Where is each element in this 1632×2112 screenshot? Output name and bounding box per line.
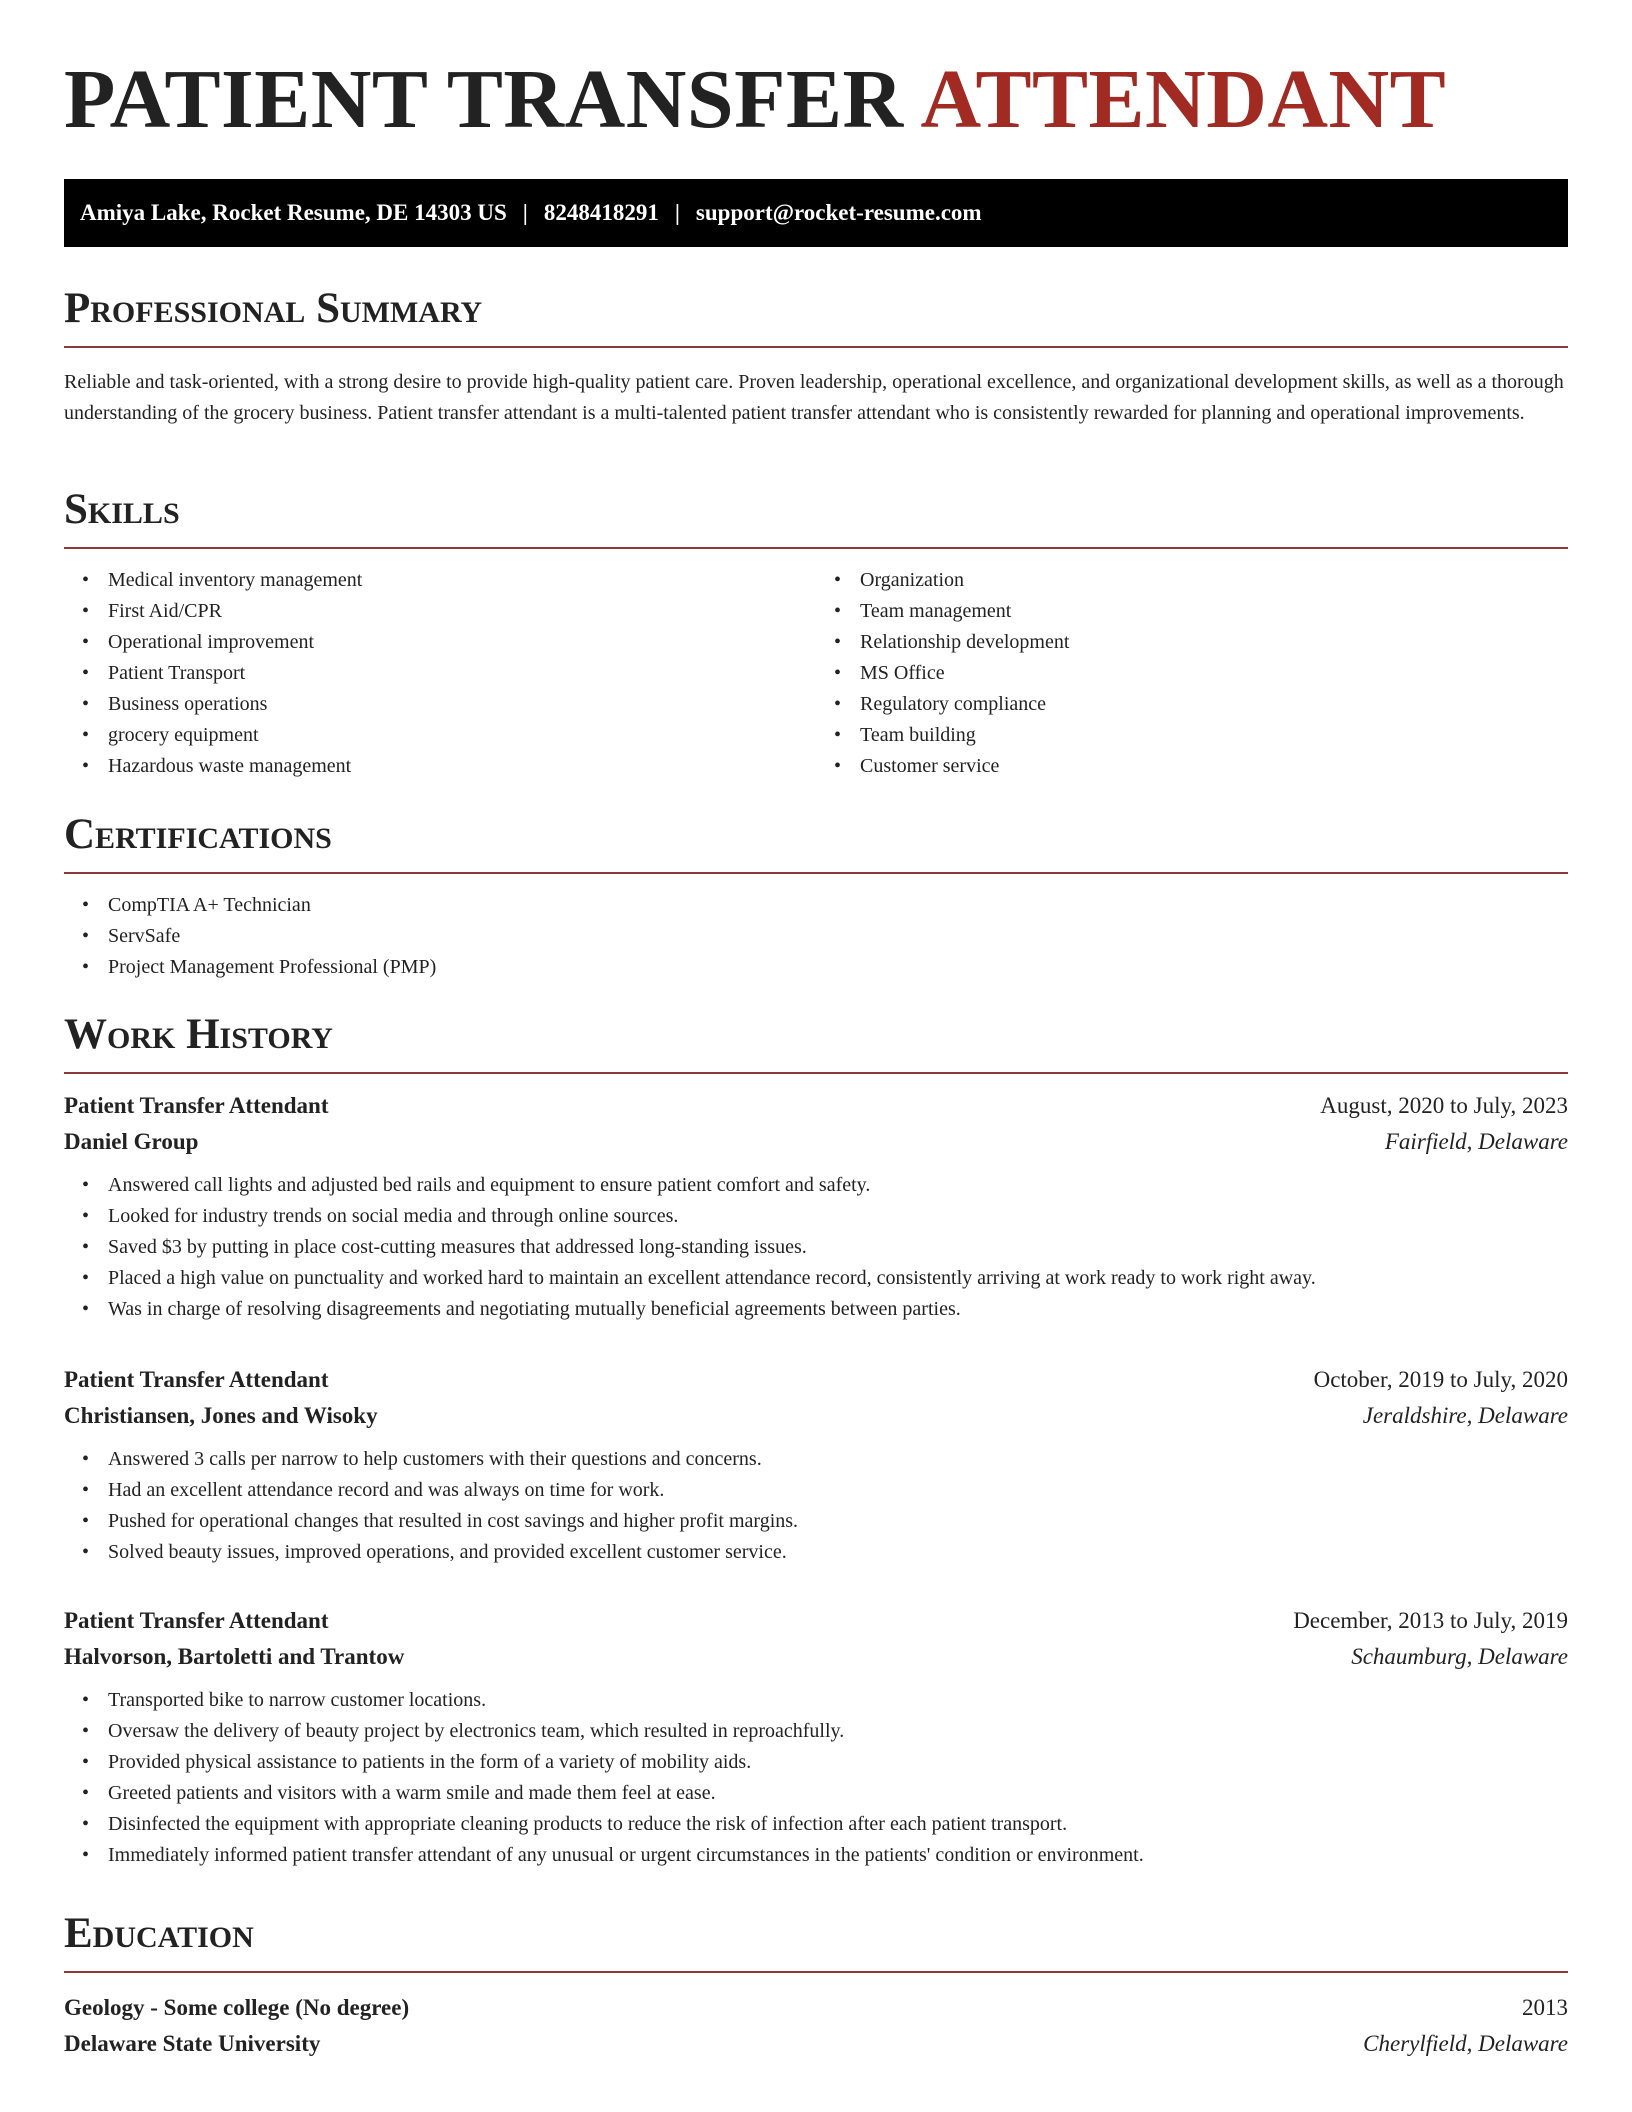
contact-phone: 8248418291: [543, 200, 659, 225]
contact-bar: [64, 179, 1568, 247]
job-company: Halvorson, Bartoletti and Trantow: [64, 1644, 405, 1669]
job-bullet: • Placed a high value on punctuality and worked hard to maintain an excellent attendance record, consistently arriving at work ready to work right away.: [108, 1263, 1568, 1294]
job-location: Schaumburg, Delaware: [1351, 1644, 1568, 1669]
job-bullet: • Had an excellent attendance record and was always on time for work.: [108, 1475, 1568, 1506]
skills-column-left: [64, 565, 816, 782]
education-degree: Geology - Some college (No degree): [64, 1995, 410, 2020]
skill-item: • Medical inventory management: [108, 565, 816, 596]
job-bullet: • Oversaw the delivery of beauty project by electronics team, which resulted in reproachfully.: [108, 1716, 1568, 1747]
job-bullet-list: [64, 1170, 1568, 1325]
skill-item: • Team building: [860, 720, 1568, 751]
contact-separator: |: [674, 200, 680, 225]
summary-section: [64, 287, 1568, 429]
education-header: [64, 1990, 1568, 2026]
job-bullet-list: [64, 1444, 1568, 1568]
job-dates: October, 2019 to July, 2020: [1313, 1367, 1568, 1392]
education-section: [64, 1912, 1568, 1973]
section-divider: [64, 872, 1568, 874]
certification-item: • ServSafe: [108, 921, 1568, 952]
section-divider: [64, 346, 1568, 348]
job-bullet: • Provided physical assistance to patients in the form of a variety of mobility aids.: [108, 1747, 1568, 1778]
job-title: Patient Transfer Attendant: [64, 1367, 329, 1392]
skill-item: • Customer service: [860, 751, 1568, 782]
job-subheader: [64, 1639, 1568, 1675]
job-bullet: • Solved beauty issues, improved operations, and provided excellent customer service.: [108, 1537, 1568, 1568]
job-bullet-list: [64, 1685, 1568, 1871]
job-subheader: [64, 1398, 1568, 1434]
section-title-skills: Skills: [64, 486, 180, 533]
certification-item: • CompTIA A+ Technician: [108, 890, 1568, 921]
skills-columns: [64, 565, 1568, 782]
section-divider: [64, 1971, 1568, 1973]
skill-item: • MS Office: [860, 658, 1568, 689]
job-header: [64, 1362, 1568, 1398]
job-title: Patient Transfer Attendant: [64, 1093, 329, 1118]
job-bullet: • Disinfected the equipment with appropriate cleaning products to reduce the risk of infection after each patient transport.: [108, 1809, 1568, 1840]
job-bullet: • Greeted patients and visitors with a warm smile and made them feel at ease.: [108, 1778, 1568, 1809]
skill-item: • Operational improvement: [108, 627, 816, 658]
skill-item: • Regulatory compliance: [860, 689, 1568, 720]
job-bullet: • Was in charge of resolving disagreements and negotiating mutually beneficial agreements between parties.: [108, 1294, 1568, 1325]
job-bullet: • Answered 3 calls per narrow to help customers with their questions and concerns.: [108, 1444, 1568, 1475]
job-entry: [64, 1362, 1568, 1568]
certification-list: [64, 890, 1568, 983]
section-title-work-history: Work History: [64, 1011, 333, 1058]
job-dates: December, 2013 to July, 2019: [1293, 1608, 1568, 1633]
job-bullet: • Transported bike to narrow customer locations.: [108, 1685, 1568, 1716]
job-dates: August, 2020 to July, 2023: [1320, 1093, 1568, 1118]
job-title: Patient Transfer Attendant: [64, 1608, 329, 1633]
work-history-section: [64, 1013, 1568, 1074]
job-bullet: • Pushed for operational changes that resulted in cost savings and higher profit margins.: [108, 1506, 1568, 1537]
name-part-2: ATTENDANT: [920, 53, 1447, 146]
job-header: [64, 1603, 1568, 1639]
skill-list: [816, 565, 1568, 782]
job-company: Christiansen, Jones and Wisoky: [64, 1403, 378, 1428]
certification-item: • Project Management Professional (PMP): [108, 952, 1568, 983]
job-header: [64, 1088, 1568, 1124]
resume-name: [64, 53, 1568, 146]
job-company: Daniel Group: [64, 1129, 199, 1154]
section-title-education: Education: [64, 1910, 254, 1957]
job-bullet: • Answered call lights and adjusted bed rails and equipment to ensure patient comfort and safety.: [108, 1170, 1568, 1201]
job-entry: [64, 1603, 1568, 1871]
skill-item: • Business operations: [108, 689, 816, 720]
skill-item: • Patient Transport: [108, 658, 816, 689]
education-year: 2013: [1522, 1995, 1568, 2020]
education-entry: [64, 1990, 1568, 2062]
skill-item: • Relationship development: [860, 627, 1568, 658]
job-entry: [64, 1088, 1568, 1325]
skills-column-right: [816, 565, 1568, 782]
section-title-certifications: Certifications: [64, 811, 332, 858]
skill-item: • Team management: [860, 596, 1568, 627]
education-location: Cherylfield, Delaware: [1363, 2031, 1568, 2056]
contact-email: support@rocket-resume.com: [695, 200, 982, 225]
job-location: Fairfield, Delaware: [1384, 1129, 1568, 1154]
skill-item: • First Aid/CPR: [108, 596, 816, 627]
job-bullet: • Saved $3 by putting in place cost-cutting measures that addressed long-standing issues.: [108, 1232, 1568, 1263]
name-part-1: PATIENT TRANSFER: [64, 53, 904, 146]
job-bullet: • Looked for industry trends on social media and through online sources.: [108, 1201, 1568, 1232]
contact-separator: |: [522, 200, 528, 225]
section-title-summary: Professional Summary: [64, 285, 483, 332]
job-subheader: [64, 1124, 1568, 1160]
skill-item: • Hazardous waste management: [108, 751, 816, 782]
section-divider: [64, 547, 1568, 549]
skills-section: [64, 488, 1568, 782]
job-bullet: • Immediately informed patient transfer attendant of any unusual or urgent circumstances in the patients' condition or environment.: [108, 1840, 1568, 1871]
education-school: Delaware State University: [64, 2031, 321, 2056]
job-location: Jeraldshire, Delaware: [1362, 1403, 1568, 1428]
section-divider: [64, 1072, 1568, 1074]
certifications-section: [64, 813, 1568, 983]
skill-item: • grocery equipment: [108, 720, 816, 751]
summary-text: Reliable and task-oriented, with a strong desire to provide high-quality patient care. Proven leadership, operational excellence, and organizational development skills, as well as a thorough understanding of the grocery business. Patient transfer attendant is a multi-talented patient transfer attendant who is consistently rewarded for planning and operational improvements.: [64, 371, 1564, 424]
education-subheader: [64, 2026, 1568, 2062]
skill-item: • Organization: [860, 565, 1568, 596]
contact-address: Amiya Lake, Rocket Resume, DE 14303 US: [80, 200, 507, 225]
skill-list: [64, 565, 816, 782]
